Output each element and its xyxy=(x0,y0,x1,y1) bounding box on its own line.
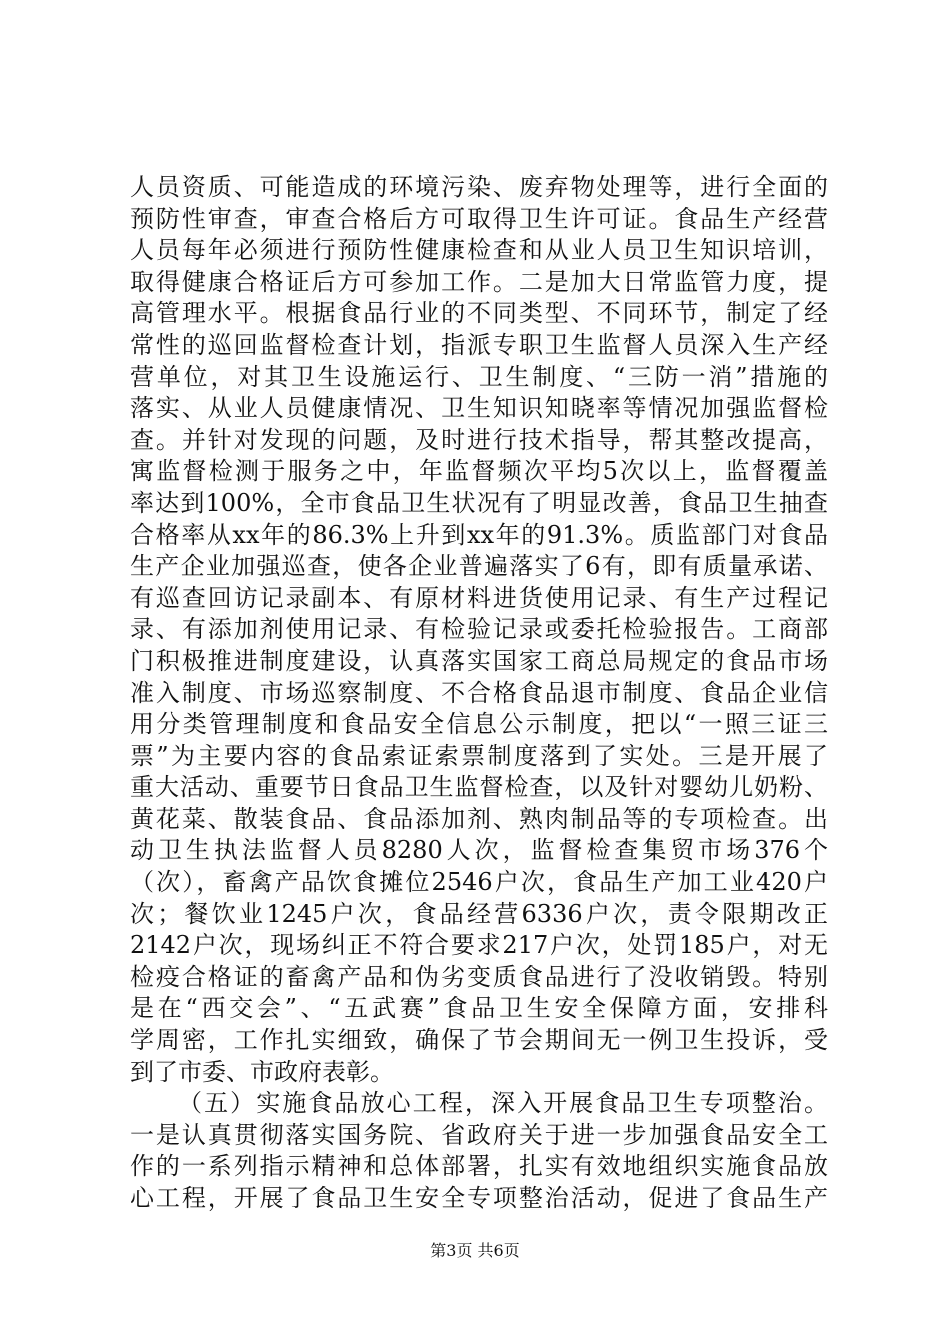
text-line: 是在“西交会”、“五武赛”食品卫生安全保障方面，安排科 xyxy=(130,994,828,1023)
text-line: 营单位，对其卫生设施运行、卫生制度、“三防一消”措施的 xyxy=(130,362,828,391)
text-line: 人员每年必须进行预防性健康检查和从业人员卫生知识培训， xyxy=(130,236,828,265)
section-heading-line: （五）实施食品放心工程，深入开展食品卫生专项整治。 xyxy=(178,1089,828,1118)
text-line: 学周密，工作扎实细致，确保了节会期间无一例卫生投诉，受 xyxy=(130,1026,828,1055)
text-line: 查。并针对发现的问题，及时进行技术指导，帮其整改提高， xyxy=(130,425,828,454)
page-number-footer: 第3页 共6页 xyxy=(430,1241,520,1260)
text-line: 预防性审查，审查合格后方可取得卫生许可证。食品生产经营 xyxy=(130,204,828,233)
text-line: 心工程，开展了食品卫生安全专项整治活动，促进了食品生产 xyxy=(130,1184,828,1212)
text-line: 高管理水平。根据食品行业的不同类型、不同环节，制定了经 xyxy=(130,299,828,328)
text-line: 重大活动、重要节日食品卫生监督检查，以及针对婴幼儿奶粉、 xyxy=(130,773,828,802)
text-line: 寓监督检测于服务之中，年监督频次平均5次以上，监督覆盖 xyxy=(130,457,828,486)
text-line: 有巡查回访记录副本、有原材料进货使用记录、有生产过程记 xyxy=(130,583,828,612)
text-line: 门积极推进制度建设，认真落实国家工商总局规定的食品市场 xyxy=(130,646,828,675)
text-line: 准入制度、市场巡察制度、不合格食品退市制度、食品企业信 xyxy=(130,678,828,707)
text-line: 录、有添加剂使用记录、有检验记录或委托检验报告。工商部 xyxy=(130,615,828,644)
text-line: （次），畜禽产品饮食摊位2546户次，食品生产加工业420户 xyxy=(130,868,828,897)
text-line: 一是认真贯彻落实国务院、省政府关于进一步加强食品安全工 xyxy=(130,1120,828,1149)
text-line: 票”为主要内容的食品索证索票制度落到了实处。三是开展了 xyxy=(130,741,828,770)
text-line: 合格率从xx年的86.3%上升到xx年的91.3%。质监部门对食品 xyxy=(130,520,828,549)
text-line: 动卫生执法监督人员8280人次，监督检查集贸市场376个 xyxy=(130,836,828,865)
text-line: 人员资质、可能造成的环境污染、废弃物处理等，进行全面的 xyxy=(130,173,828,201)
text-line: 常性的巡回监督检查计划，指派专职卫生监督人员深入生产经 xyxy=(130,330,828,359)
text-line: 黄花菜、散装食品、食品添加剂、熟肉制品等的专项检查。出 xyxy=(130,804,828,833)
text-line: 2142户次，现场纠正不符合要求217户次，处罚185户，对无 xyxy=(130,931,828,960)
document-body xyxy=(130,172,828,1215)
text-line: 生产企业加强巡查，使各企业普遍落实了6有，即有质量承诺、 xyxy=(130,552,828,581)
text-line: 取得健康合格证后方可参加工作。二是加大日常监管力度，提 xyxy=(130,267,828,296)
text-line: 落实、从业人员健康情况、卫生知识知晓率等情况加强监督检 xyxy=(130,394,828,423)
text-line: 用分类管理制度和食品安全信息公示制度，把以“一照三证三 xyxy=(130,710,828,739)
text-line: 率达到100%，全市食品卫生状况有了明显改善，食品卫生抽查 xyxy=(130,488,828,517)
paragraph-end-line: 到了市委、市政府表彰。 xyxy=(130,1057,394,1086)
text-line: 检疫合格证的畜禽产品和伪劣变质食品进行了没收销毁。特别 xyxy=(130,962,828,991)
text-line: 作的一系列指示精神和总体部署，扎实有效地组织实施食品放 xyxy=(130,1152,828,1181)
text-line: 次；餐饮业1245户次，食品经营6336户次，责令限期改正 xyxy=(130,899,828,928)
